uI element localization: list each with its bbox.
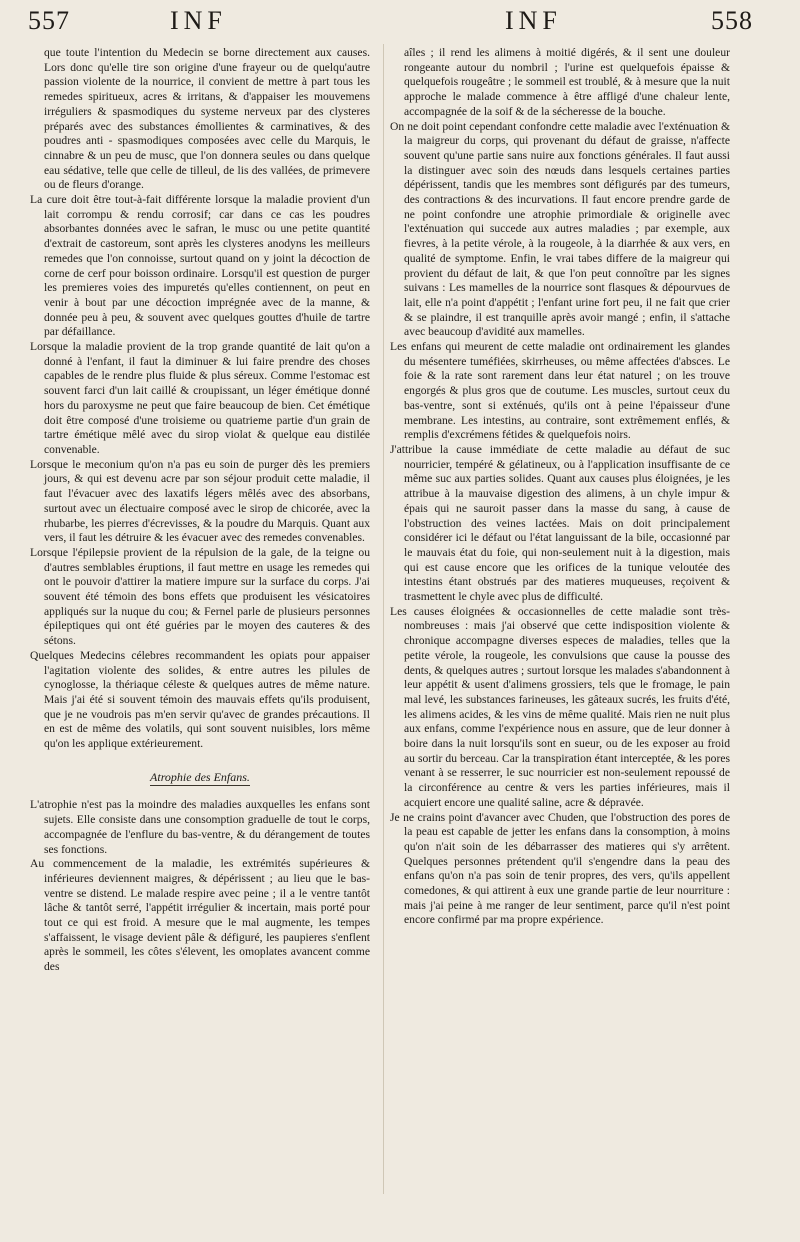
left-page-number: 557: [28, 6, 70, 35]
paragraph: Lorsque l'épilepsie provient de la répulsion de la gale, de la teigne ou d'autres semblables éruptions, il faut mettre en usage les remedes qui ont le pouvoir d'attirer la matiere impure sur la surface du corps. J'ai souvent été témoin des bons effets que produisent les vésicatoires appliqués sur la nuque du cou; & Fernel parle de plusieurs personnes épileptiques qui ont été guéries par le moyen des cauteres & des sétons.: [30, 545, 370, 648]
paragraph: Lorsque la maladie provient de la trop grande quantité de lait qu'on a donné à l'enfant, il faut la diminuer & lui faire prendre des choses capables de le rendre plus fluide & plus séreux. Comme l'estomac est souvent farci d'un lait caillé & croupissant, un léger émétique donné hors du paroxysme ne peut que faire beaucoup de bien. Cet émétique doit être composé d'une troisieme ou quatrieme partie d'un grain de tartre émétique mêlé avec du sirop violat & quelque eau distilée convenable.: [30, 340, 370, 456]
paragraph: Quelques Medecins célebres recommandent les opiats pour appaiser l'agitation violente des solides, & entre autres les pilules de cynoglosse, la thériaque céleste & quelques autres de même nature. Mais j'ai été si souvent témoin des mauvais effets qu'ils produisent, que je ne voudrois pas m'en servir qu'avec de grandes précautions. Il en est de même des volatils, qui sont souvent nuisibles, lors même qu'on les applique extérieurement.: [30, 648, 370, 751]
right-page-number: 558: [711, 6, 753, 35]
paragraph: On ne doit point cependant confondre cette maladie avec l'exténuation & la maigreur du corps, qui provenant du défaut de graisse, n'affecte souvent qu'une partie sans nuire aux fonctions générales. Il faut aussi la distinguer avec soin des nœuds dans lesquels certaines parties dépérissent, tandis que les membres sont défigurés par des tumeurs, des contractions & des incurvations. Il faut encore prendre garde de ne point confondre une atrophie primordiale & originelle avec l'exténuation qui succede aux autres maladies ; par exemple, aux fievres, à la petite vérole, à la rougeole, à la diarrhée & aux vers, en qualité de symptome. Enfin, le vrai tabes differe de la maigreur qui provient du défaut de lait, & que l'on peut connoître par les signes suivans : Les mamelles de la nourrice sont flasques & dépourvues de lait, elle n'a point d'appétit ; l'enfant urine fort peu, il ne fait que crier & se plaindre, il est tranquille après avoir mangé ; enfin, il s'attache avec beaucoup d'avidité aux mamelles.: [390, 119, 730, 339]
paragraph: J'attribue la cause immédiate de cette maladie au défaut de suc nourricier, tempéré & gélatineux, ou à l'application insuffisante de ce même suc aux parties solides. Quant aux causes plus éloignées, je les attribue à la mauvaise digestion des alimens, à un chyle impur & épais qui ne sauroit passer dans la masse du sang, à cause de l'obstruction des veines lactées. Mais on doit principalement considérer ici le défaut ou l'état languissant de la bile, occasionné par le mauvais état du foie, qui non-seulement nuit à la digestion, mais qui est cause encore que les orifices de la tunique veloutée des intestins étant obstrués par des matieres muqueuses, reçoivent & trasmettent le chyle avec plus de difficulté.: [390, 442, 730, 604]
right-running-head: INF: [505, 6, 562, 35]
left-column: [30, 46, 370, 975]
column-gutter: [383, 44, 384, 1194]
paragraph: La cure doit être tout-à-fait différente lorsque la maladie provient d'un lait corrompu & rendu corrosif; car dans ce cas les poudres absorbantes données avec le safran, le musc ou une petite quantité d'extrait de castoreum, sont après les clysteres anodyns les meilleurs remedes que l'on connoisse, surtout quand on y joint la décoction de corne de cerf pour boisson ordinaire. Lorsqu'il est question de purger les premieres voies des impuretés qu'elles contiennent, on peut en venir à bout par une décoction imprégnée avec de la manne, & donnée peu à peu, & souvent avec quelques gouttes d'huile de tartre par défaillance.: [30, 193, 370, 339]
paragraph: que toute l'intention du Medecin se borne directement aux causes. Lors donc qu'elle tire son origine d'une frayeur ou de quelqu'autre passion violente de la nourrice, il convient de mettre à part tous les remedes spiritueux, acres & irritans, & d'appaiser les mouvemens irréguliers & spasmodiques du systeme nerveux par des clysteres préparés avec des substances émollientes & carminatives, & des poudres anti - spasmodiques composées avec celle du Marquis, le cinnabre & un peu de musc, que l'on donnera seules ou dans quelque eau sédative, telle que celle de tilleul, de lis des vallées, de primevere ou de fleurs d'orange.: [44, 46, 370, 192]
section-heading-text: Atrophie des Enfans.: [150, 769, 250, 784]
paragraph: Je ne crains point d'avancer avec Chuden, que l'obstruction des pores de la peau est capable de jetter les enfans dans la consomption, à moins qu'on n'ait soin de les débarrasser des matieres qui s'y arrêtent. Quelques personnes prétendent qu'il s'engendre dans la peau des enfans qu'on n'a pas soin de tenir propres, des vers, qu'ils appellent comedones, & qui attirent à eux une grande partie de leur nourriture : mais j'ai peine à me ranger de leur sentiment, parce qu'il n'est point encore confirmé par ma propre expérience.: [390, 810, 730, 927]
paragraph: aîles ; il rend les alimens à moitié digérés, & il sent une douleur rongeante autour du nombril ; l'urine est quelquefois épaisse & quelquefois rougeâtre ; le sommeil est troublé, & à mesure que la nuit approche le malade commence à être affligé d'une chaleur lente, accompagnée de la soif & de la sécheresse de la bouche.: [404, 46, 730, 118]
section-heading: [30, 770, 370, 785]
paragraph: Au commencement de la maladie, les extrémités supérieures & inférieures deviennent maigres, & dépérissent ; au lieu que le bas-ventre se distend. Le malade respire avec peine ; il a le ventre tantôt lâche & tantôt serré, l'appétit irrégulier & incertain, mais porté pour tout ce qui est froid. A mesure que le mal augmente, les tempes s'affaissent, le visage devient pâle & défiguré, les paupieres s'enflent après le sommeil, les côtes s'élevent, les omoplates avancent comme des: [30, 857, 370, 974]
paragraph: L'atrophie n'est pas la moindre des maladies auxquelles les enfans sont sujets. Elle consiste dans une consomption graduelle de tout le corps, accompagnée de l'enflure du bas-ventre, & du dérangement de toutes ses fonctions.: [30, 798, 370, 856]
paragraph: Les causes éloignées & occasionnelles de cette maladie sont très-nombreuses : mais j'ai observé que cette indisposition violente & chronique accompagne diverses especes de maladies, telles que la petite vérole, la rougeole, les convulsions que cause la pousse des dents, & quelques autres ; surtout lorsque les malades s'abandonnent à leur appétit & usent d'alimens grossiers, tels que le fromage, le pain mal levé, les substances farineuses, les gâteaux sucrés, les fruits d'été, les alimens acides, & les vins de même qualité. Mais rien ne nuit plus aux enfans, comme l'expérience nous en assure, que de leur donner à boire dans la nuit lorsqu'ils sont en sueur, ou de les exposer au froid au sortir du berceau. Car la transpiration étant interceptée, & les pores venant à se resserrer, le suc nourricier est non-seulement repoussé de la circonférence au centre & vers les parties inférieures, mais il acquiert encore une qualité saline, acre & dépravée.: [390, 604, 730, 809]
right-column: [390, 46, 730, 928]
left-running-head: INF: [170, 6, 227, 35]
paragraph: Lorsque le meconium qu'on n'a pas eu soin de purger dès les premiers jours, & qui est devenu acre par son séjour produit cette maladie, il faut l'évacuer avec des laxatifs légers mêlés avec des absorbans, surtout avec un électuaire composé avec le sirop de chicorée, avec la rhubarbe, les pierres d'écrevisses, & la poudre du Marquis. Quant aux vers, il faut les détruire & les évacuer avec des remedes convenables.: [30, 457, 370, 545]
paragraph: Les enfans qui meurent de cette maladie ont ordinairement les glandes du mésentere tuméfiées, skirrheuses, ou même affectées d'absces. Le foie & la rate sont rarement dans leur état naturel ; on les trouve engorgés & plus gros que de coutume. Les muscles, surtout ceux du bas-ventre, sont si exténués, qu'ils ont à peine l'épaisseur d'une membrane. Les intestins, au contraire, sont extrêmement enflés, & remplis d'excrémens fétides & quelquefois noirs.: [390, 340, 730, 442]
